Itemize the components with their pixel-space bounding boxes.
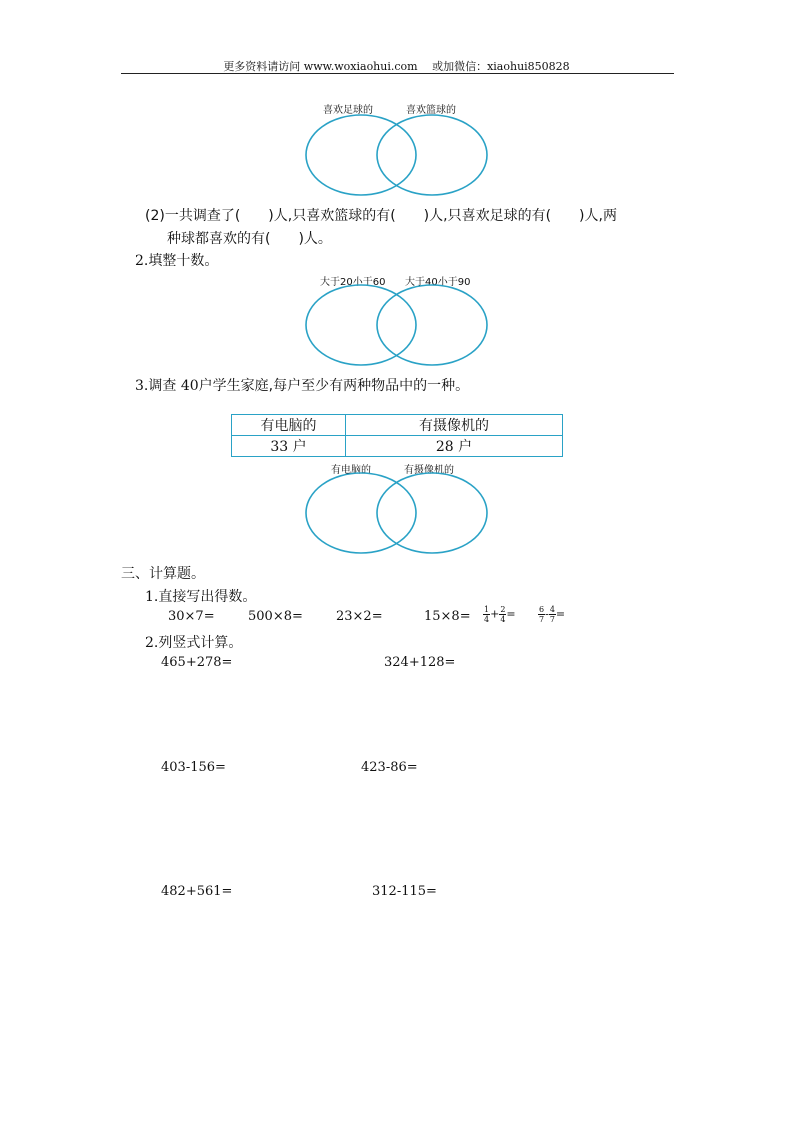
- calc-1-item: 15×8=: [424, 609, 471, 624]
- venn2-left-label: 大于20小于60: [320, 277, 386, 288]
- question-1-2-line1: (2)一共调查了( )人,只喜欢篮球的有( )人,只喜欢足球的有( )人,两: [145, 208, 617, 224]
- camera-count: 28: [435, 439, 454, 455]
- table-header-camera: 有摄像机的: [346, 415, 563, 436]
- fraction: $\frac{1}{4}$: [484, 605, 490, 624]
- question-3-text-b: 户学生家庭,每户至少有两种物品中的一种。: [198, 378, 470, 394]
- survey-table: [231, 414, 563, 457]
- unit-label: 户: [292, 439, 307, 455]
- question-3-text-a: 调查: [148, 378, 177, 394]
- calc-1-number: 1.: [145, 589, 159, 605]
- venn2-right-label: 大于40小于90: [405, 277, 471, 288]
- vertical-calc-item: 312-115=: [372, 884, 437, 899]
- venn3-left-circle: [306, 473, 416, 553]
- venn2-left-circle: [306, 285, 416, 365]
- table-header-computer: 有电脑的: [232, 415, 346, 436]
- fraction: $\frac{4}{7}$: [549, 605, 555, 624]
- table-cell-camera: [346, 436, 563, 457]
- fraction: $\frac{6}{7}$: [539, 605, 545, 624]
- vertical-calc-item: 423-86=: [361, 760, 418, 775]
- header-divider: [121, 73, 674, 74]
- table-header-row: [232, 415, 563, 436]
- table-cell-computer: [232, 436, 346, 457]
- question-3: [135, 375, 469, 395]
- calc-1-item: 23×2=: [336, 609, 383, 624]
- calc-1-heading: [145, 586, 256, 606]
- venn-diagram-tens: [300, 282, 495, 370]
- fraction: $\frac{2}{4}$: [500, 605, 506, 624]
- calc-1-fraction-sum: $\frac{1}{4}$ + $\frac{2}{4}$ =: [484, 605, 516, 624]
- calc-1-item: 30×7=: [168, 609, 215, 624]
- venn1-left-circle: [306, 115, 416, 195]
- question-3-number: 3.: [135, 378, 149, 394]
- venn-diagram-computer-camera: [300, 470, 495, 558]
- calc-1-fraction-difference: $\frac{6}{7}$ - $\frac{4}{7}$ =: [539, 605, 566, 624]
- page-header: 更多资料请访问 www.woxiaohui.com 或加微信：xiaohui850828: [223, 60, 570, 73]
- table-row: [232, 436, 563, 457]
- venn1-left-label: 喜欢足球的: [323, 105, 373, 116]
- vertical-calc-item: 403-156=: [161, 760, 226, 775]
- question-2: [135, 250, 218, 270]
- calc-1-item: 500×8=: [248, 609, 303, 624]
- section-3-title: 三、计算题。: [121, 566, 205, 582]
- venn3-right-label: 有摄像机的: [404, 465, 454, 476]
- venn3-right-circle: [377, 473, 487, 553]
- calc-2-heading: [145, 632, 242, 652]
- computer-count: 33: [270, 439, 289, 455]
- venn2-right-circle: [377, 285, 487, 365]
- question-2-text: 填整十数。: [148, 253, 219, 269]
- venn-diagram-football-basketball: [300, 112, 495, 200]
- question-3-count: 40: [180, 378, 199, 394]
- unit-label: 户: [458, 439, 473, 455]
- vertical-calc-item: 465+278=: [161, 655, 233, 670]
- vertical-calc-item: 324+128=: [384, 655, 456, 670]
- vertical-calc-item: 482+561=: [161, 884, 233, 899]
- calc-2-number: 2.: [145, 635, 159, 651]
- calc-2-title: 列竖式计算。: [158, 635, 243, 651]
- question-1-2-line2: 种球都喜欢的有( )人。: [167, 231, 332, 247]
- venn1-right-circle: [377, 115, 487, 195]
- question-2-number: 2.: [135, 253, 149, 269]
- calc-1-title: 直接写出得数。: [158, 589, 257, 605]
- venn1-right-label: 喜欢篮球的: [406, 105, 456, 116]
- venn3-left-label: 有电脑的: [331, 465, 371, 476]
